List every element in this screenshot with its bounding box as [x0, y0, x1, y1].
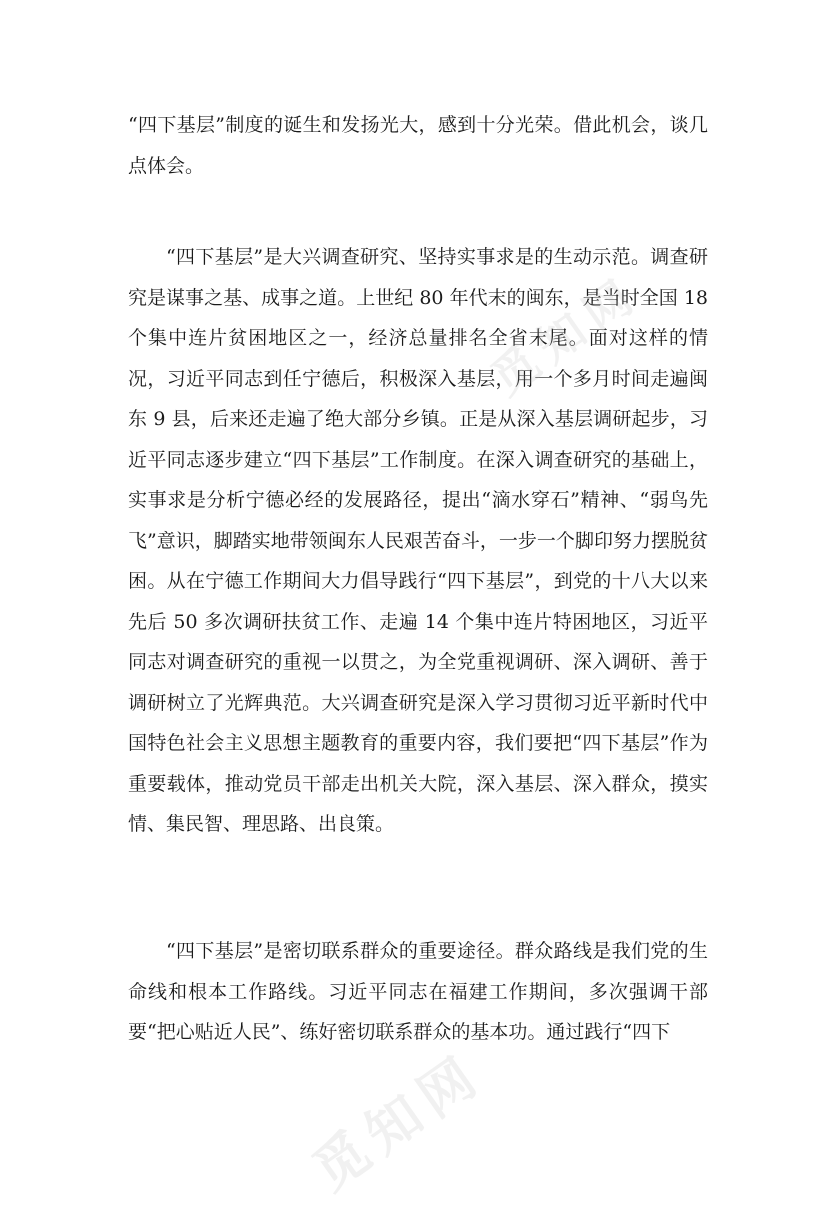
watermark: 觅知网	[481, 265, 651, 406]
paragraph-1: “四下基层”制度的诞生和发扬光大，感到十分光荣。借此机会，谈几点体会。	[128, 114, 708, 177]
paragraph-2: “四下基层”是大兴调查研究、坚持实事求是的生动示范。调查研究是谋事之基、成事之道。上世纪 80 年代末的闽东，是当时全国 18 个集中连片贫困地区之一，经济总量排名全省末尾。面对这样的情况，习近平同志到任宁德后，积极深入基层，用一个多月时间走遍闽东 9 县，后来还走遍了绝大部分乡镇。正是从深入基层调研起步，习近平同志逐步建立“四下基层”工作制度。在深入调查研究的基础上，实事求是分析宁德必经的发展路径，提出“滴水穿石”精神、“弱鸟先飞”意识，脚踏实地带领闽东人民艰苦奋斗，一步一个脚印努力摆脱贫困。从在宁德工作期间大力倡导践行“四下基层”，到党的十八大以来先后 50 多次调研扶贫工作、走遍 14 个集中连片特困地区，习近平同志对调查研究的重视一以贯之，为全党重视调研、深入调研、善于调研树立了光辉典范。大兴调查研究是深入学习贯彻习近平新时代中国特色社会主义思想主题教育的重要内容，我们要把“四下基层”作为重要载体，推动党员干部走出机关大院，深入基层、深入群众，摸实情、集民智、理思路、出良策。	[128, 246, 708, 835]
paragraph-3: “四下基层”是密切联系群众的重要途径。群众路线是我们党的生命线和根本工作路线。习近平同志在福建工作期间，多次强调干部要“把心贴近人民”、练好密切联系群众的基本功。通过践行“四下	[128, 940, 708, 1043]
watermark: 觅知网	[301, 1040, 496, 1203]
